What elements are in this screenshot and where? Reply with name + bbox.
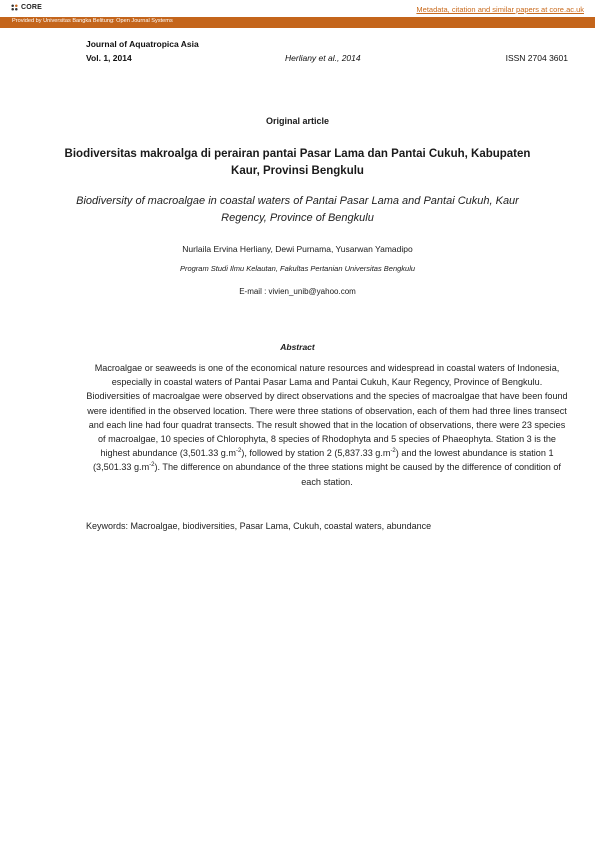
provided-by-bar: [0, 17, 595, 28]
abstract-part2: ), followed by station 2 (5,837.33 g.m: [241, 448, 391, 459]
title-english: Biodiversity of macroalgae in coastal waters of Pantai Pasar Lama and Pantai Cukuh, Kaur Regency, Province of Bengkulu: [76, 195, 519, 224]
abstract-sup3: -2: [149, 462, 155, 469]
abstract-part3: ) and the lowest abundance is station 1 (3,501.33 g.m: [93, 448, 554, 473]
core-logo-icon: [10, 3, 19, 12]
abstract-sup2: -2: [390, 448, 396, 455]
affiliation: Program Studi Ilmu Kelautan, Fakultas Pertanian Universitas Bengkulu: [179, 264, 416, 273]
core-logo[interactable]: [10, 3, 42, 12]
abstract-sup1: -2: [235, 448, 242, 455]
issn: ISSN 2704 3601: [505, 53, 568, 63]
core-top-bar: [0, 0, 595, 17]
abstract-part1: Macroalgae or seaweeds is one of the economical nature resources and widespread in coastal waters of Indonesia, especially in coastal waters of Pantai Pasar Lama and Pantai Cukuh, Kaur Regency, Province of Bengkulu. Biodiversities of macroalgae were observed by direct observations and the species of macroalgae that have been found were identified in the observed location. There were three stations of observation, each of them had three lines transect and each line had four quadrat transects. The result showed that in the location of observations, there were 23 species of macroalgae, 10 species of Chlorophyta, 8 species of Rhodophyta and 5 species of Phaeophyta. Station 3 is the highest abundance (3,501.33 g.m: [86, 363, 568, 459]
abstract-part4: ). The difference on abundance of the three stations might be caused by the difference of condition of each station.: [154, 462, 561, 487]
title-indonesian: Biodiversitas makroalga di perairan pantai Pasar Lama dan Pantai Cukuh, Kabupaten Kaur, Provinsi Bengkulu: [64, 148, 531, 177]
core-logo-text: CORE: [21, 4, 43, 11]
provided-by-text: Provided by Universitas Bangka Belitung: Open Journal Systems: [12, 18, 173, 24]
journal-name: Journal of Aquatropica Asia: [86, 39, 199, 49]
abstract-body: [86, 361, 568, 489]
running-authors: Herliany et al., 2014: [285, 53, 361, 63]
article-type: Original article: [265, 116, 330, 126]
email: E-mail : vivien_unib@yahoo.com: [239, 287, 356, 296]
keywords: Keywords: Macroalgae, biodiversities, Pasar Lama, Cukuh, coastal waters, abundance: [86, 521, 432, 531]
abstract-heading: Abstract: [280, 342, 315, 352]
volume-year: Vol. 1, 2014: [86, 53, 132, 63]
core-metadata-link[interactable]: Metadata, citation and similar papers at core.ac.uk: [416, 5, 584, 14]
authors: Nurlaila Ervina Herliany, Dewi Purnama, Yusarwan Yamadipo: [182, 244, 413, 254]
